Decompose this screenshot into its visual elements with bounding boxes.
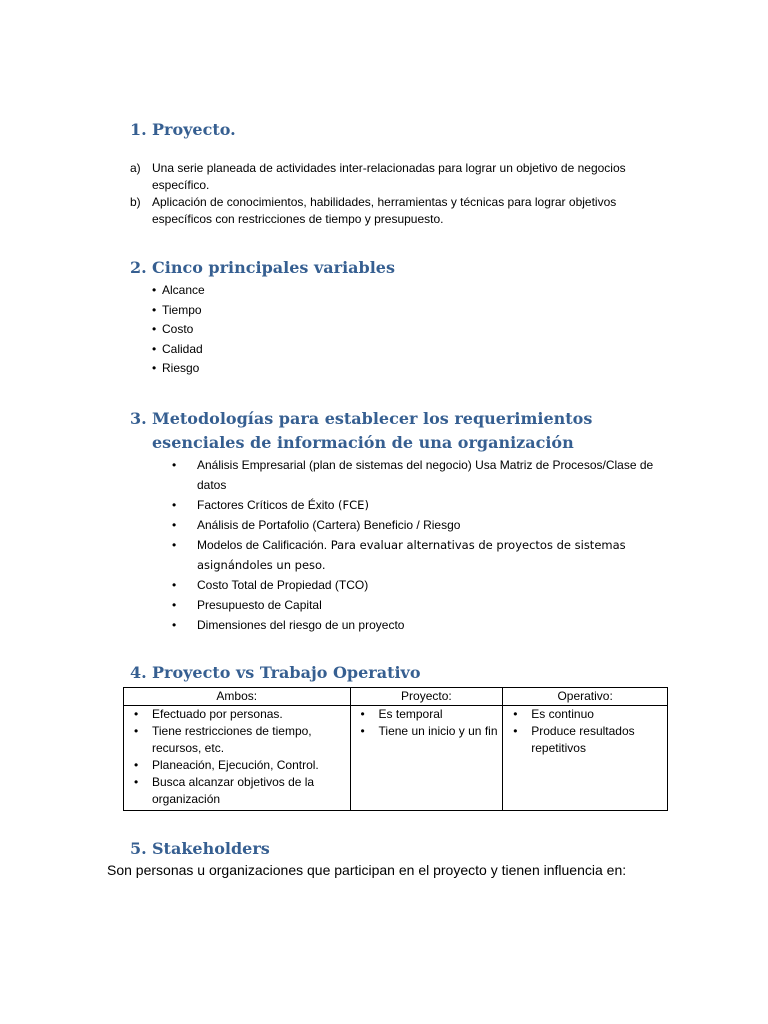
column-header: Operativo: <box>503 688 668 706</box>
list-item <box>172 595 682 615</box>
item-text: Tiene restricciones de tiempo, recursos, etc. <box>152 724 312 755</box>
section-title: Proyecto. <box>152 120 236 139</box>
list-item <box>130 194 670 228</box>
list-item <box>134 757 346 774</box>
bullet-icon: • <box>152 361 157 375</box>
list-item <box>172 515 682 535</box>
bullet-icon: • <box>513 724 518 738</box>
item-text: Una serie planeada de actividades inter-relacionadas para lograr un objetivo de negocios específico. <box>152 161 626 192</box>
column-header: Proyecto: <box>350 688 503 706</box>
bullet-icon: • <box>172 618 177 632</box>
bullet-icon: • <box>172 458 177 472</box>
bullet-icon: • <box>360 724 365 738</box>
bullet-icon: • <box>360 707 365 721</box>
section-2-heading <box>130 256 672 280</box>
item-text: Es continuo <box>531 707 594 721</box>
bullet-icon: • <box>172 538 177 552</box>
item-text: Costo <box>162 322 194 336</box>
item-text: Modelos de Calificación. <box>197 538 328 552</box>
list-item <box>513 723 663 757</box>
list-item <box>172 615 682 635</box>
stakeholders-description: Son personas u organizaciones que participan en el proyecto y tienen influencia en: <box>107 862 627 878</box>
list-item <box>152 320 205 340</box>
list-item <box>152 340 205 360</box>
item-text: Calidad <box>162 341 203 356</box>
list-item <box>513 706 663 723</box>
item-text: Tiempo <box>162 302 202 317</box>
table-header-row <box>124 688 668 706</box>
bullet-icon: • <box>172 578 177 592</box>
item-text: Busca alcanzar objetivos de la organización <box>152 775 315 806</box>
bullet-icon: • <box>172 598 177 612</box>
item-text: Dimensiones del riesgo de un proyecto <box>197 618 405 632</box>
bullet-icon: • <box>152 302 157 317</box>
item-text: Riesgo <box>162 361 200 375</box>
bullet-icon: • <box>172 498 177 512</box>
bullet-icon: • <box>172 518 177 532</box>
section-number: 4. <box>130 663 147 682</box>
list-item <box>130 160 670 194</box>
list-item <box>172 575 682 595</box>
comparison-table <box>123 687 668 811</box>
item-text: Efectuado por personas. <box>152 707 283 721</box>
list-item <box>361 723 499 740</box>
item-text: Costo Total de Propiedad (TCO) <box>197 578 369 592</box>
item-text: Factores Críticos de Éxito <box>197 498 335 512</box>
section-1-list <box>130 160 670 228</box>
table-cell-ambos <box>124 706 351 811</box>
item-text: Es temporal <box>378 707 443 721</box>
item-label: b) <box>130 195 141 209</box>
list-item <box>172 535 682 575</box>
section-number: 3. <box>130 409 147 428</box>
section-1-heading <box>130 118 672 142</box>
section-2-list <box>152 281 205 379</box>
table-row <box>124 706 668 811</box>
section-number: 1. <box>130 120 147 139</box>
item-text: Aplicación de conocimientos, habilidades, herramientas y técnicas para lograr objetivos específicos con restricciones de tiempo y presupuesto. <box>152 195 617 226</box>
list-item <box>152 301 205 321</box>
list-item <box>134 706 346 723</box>
list-item <box>134 723 346 757</box>
section-number: 5. <box>130 839 147 858</box>
item-extra-text: (FCE) <box>334 498 369 512</box>
bullet-icon: • <box>134 775 139 789</box>
section-title: Cinco principales variables <box>152 258 395 277</box>
bullet-icon: • <box>513 707 518 721</box>
section-number: 2. <box>130 258 147 277</box>
list-item <box>172 455 682 495</box>
item-text: Análisis Empresarial (plan de sistemas del negocio) Usa Matriz de Procesos/Clase de datos <box>197 458 654 492</box>
bullet-icon: • <box>152 341 157 356</box>
section-3-list <box>172 455 682 635</box>
item-text: Presupuesto de Capital <box>197 598 322 612</box>
list-item <box>172 495 682 515</box>
bullet-icon: • <box>134 758 139 772</box>
item-extra-text: Para evaluar alternativas de proyectos de sistemas asignándoles un peso. <box>197 538 626 572</box>
bullet-icon: • <box>152 322 157 336</box>
list-item <box>134 774 346 808</box>
section-title: Stakeholders <box>152 839 270 858</box>
section-title: Metodologías para establecer los requerimientos esenciales de información de una organización <box>152 409 593 452</box>
item-text: Tiene un inicio y un fin <box>378 724 498 738</box>
bullet-icon: • <box>134 724 139 738</box>
section-title: Proyecto vs Trabajo Operativo <box>152 663 421 682</box>
list-item <box>152 281 205 301</box>
section-3-heading <box>130 407 672 455</box>
column-header: Ambos: <box>124 688 351 706</box>
bullet-icon: • <box>134 707 139 721</box>
table-cell-operativo <box>503 706 668 811</box>
list-item <box>152 359 205 379</box>
section-5-heading <box>130 837 672 861</box>
item-label: a) <box>130 161 141 175</box>
list-item <box>361 706 499 723</box>
bullet-icon: • <box>152 283 157 297</box>
section-4-heading <box>130 661 672 685</box>
item-text: Planeación, Ejecución, Control. <box>152 758 319 772</box>
item-text: Alcance <box>162 283 205 297</box>
item-text: Análisis de Portafolio (Cartera) Beneficio / Riesgo <box>197 518 461 532</box>
table-cell-proyecto <box>350 706 503 811</box>
item-text: Produce resultados repetitivos <box>531 724 635 755</box>
